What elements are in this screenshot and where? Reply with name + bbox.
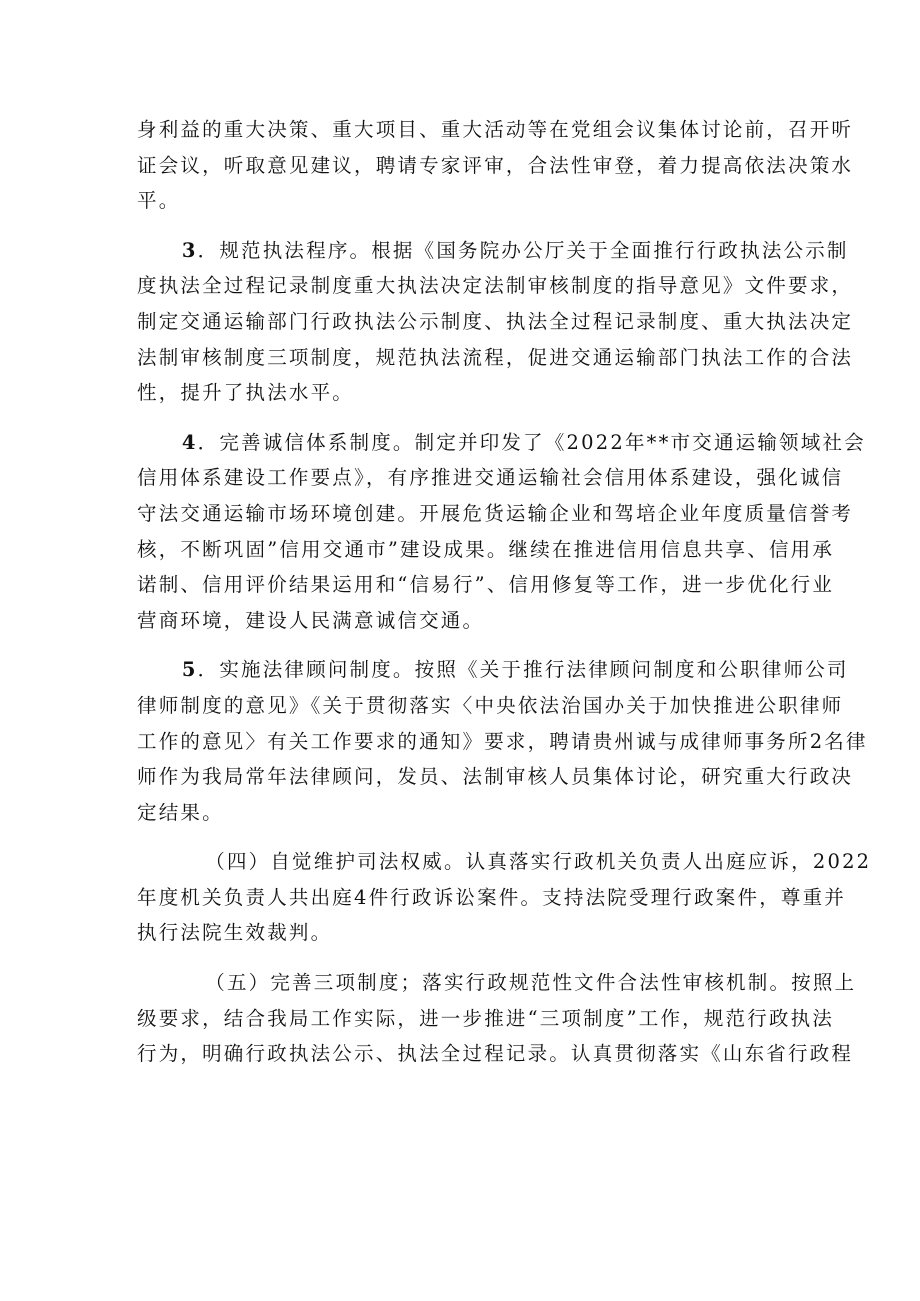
text-line: 制定交通运输部门行政执法公示制度、执法全过程记录制度、重大执法决定: [137, 309, 854, 333]
item-number: 3: [181, 238, 198, 262]
text-line: 诺制、信用评价结果运用和“信易行”、信用修复等工作，进一步优化行业: [137, 573, 835, 597]
text-line: 营商环境，建设人民满意诚信交通。: [137, 608, 485, 632]
document-body: [137, 112, 872, 1086]
item-number: 4: [181, 430, 198, 454]
paragraph-section-4: [137, 844, 872, 951]
text-line-rest: ．完善诚信体系制度。制定并印发了《2022年**市交通运输领域社会: [197, 430, 866, 454]
text-line: 性，提升了执法水平。: [137, 381, 355, 405]
text-line-first: （四）自觉维护司法权威。认真落实行政机关负责人出庭应诉，2022: [205, 850, 872, 874]
text-line-first: [137, 425, 866, 461]
text-line: 定结果。: [137, 800, 224, 824]
text-line: 核，不断巩固”信用交通市”建设成果。继续在推进信用信息共享、信用承: [137, 537, 835, 561]
text-line: 身利益的重大决策、重大项目、重大活动等在党组会议集体讨论前，召开听: [137, 118, 854, 141]
text-line: 平。: [137, 189, 181, 213]
paragraph-section-5: [137, 965, 857, 1072]
text-line: 证会议，听取意见建议，聘请专家评审，合法性审登，着力提高依法决策水: [137, 153, 854, 177]
text-line-first: [137, 233, 849, 269]
text-line: 工作的意见〉有关工作要求的通知》要求，聘请贵州诚与成律师事务所2名律: [137, 729, 868, 753]
text-line: 守法交通运输市场环境创建。开展危货运输企业和驾培企业年度质量信誉考: [137, 501, 854, 525]
text-line: 律师制度的意见》《关于贯彻落实〈中央依法治国办关于加快推进公职律师: [137, 693, 844, 717]
text-line: 年度机关负责人共出庭4件行政诉讼案件。支持法院受理行政案件，尊重并: [137, 885, 847, 909]
text-line: 级要求，结合我局工作实际，进一步推进“三项制度”工作，规范行政执法: [137, 1006, 835, 1030]
text-line-rest: ．规范执法程序。根据《国务院办公厅关于全面推行行政执法公示制: [197, 238, 849, 262]
paragraph-item-5: [137, 652, 868, 830]
item-number: 5: [181, 658, 198, 682]
text-line: 师作为我局常年法律顾问，发员、法制审核人员集体讨论，研究重大行政决: [137, 765, 854, 789]
text-line: 信用体系建设工作要点》，有序推进交通运输社会信用体系建设，强化诚信: [137, 466, 844, 490]
text-line: 度执法全过程记录制度重大执法决定法制审核制度的指导意见》文件要求，: [137, 274, 854, 298]
paragraph-continuation: [137, 112, 854, 219]
text-line: 法制审核制度三项制度，规范执法流程，促进交通运输部门执法工作的合法: [137, 345, 854, 369]
text-line-first: [137, 652, 849, 688]
paragraph-item-3: [137, 233, 854, 411]
paragraph-item-4: [137, 425, 866, 639]
text-line: 执行法院生效裁判。: [137, 921, 333, 945]
text-line: 行为，明确行政执法公示、执法全过程记录。认真贯彻落实《山东省行政程: [137, 1042, 854, 1066]
text-line-first: （五）完善三项制度；落实行政规范性文件合法性审核机制。按照上: [205, 971, 857, 995]
text-line-rest: ．实施法律顾问制度。按照《关于推行法律顾问制度和公职律师公司: [197, 658, 849, 682]
